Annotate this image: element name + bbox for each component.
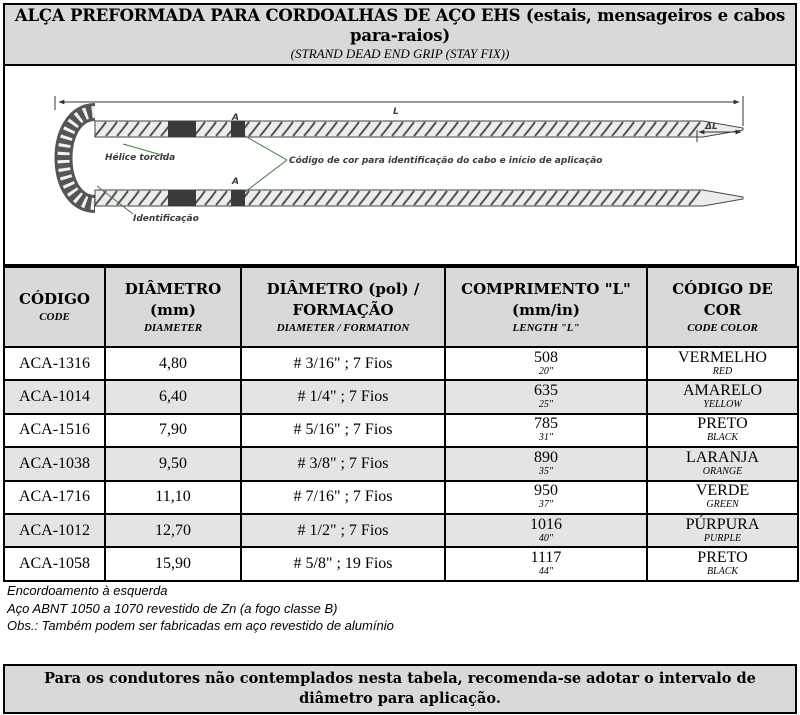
cell-length xyxy=(445,514,647,547)
note-steel: Aço ABNT 1050 a 1070 revestido de Zn (a fogo classe B) xyxy=(7,600,338,616)
color-pt: VERDE xyxy=(695,482,750,500)
cell-formation: # 3/8" ; 7 Fios xyxy=(241,447,445,480)
color-pt: PÚRPURA xyxy=(685,515,760,533)
cell-length xyxy=(445,481,647,514)
cell-formation: # 5/8" ; 19 Fios xyxy=(241,547,445,580)
color-marker-bottom-1 xyxy=(168,190,196,206)
length-in: 37" xyxy=(538,499,554,511)
cell-code: ACA-1058 xyxy=(4,547,105,580)
cell-length xyxy=(445,380,647,413)
length-mm: 635 xyxy=(534,382,558,400)
length-mm: 508 xyxy=(534,348,558,366)
color-marker-top-2 xyxy=(231,121,245,137)
header-diameter-formation: DIÂMETRO (pol) / FORMAÇÃO DIAMETER / FORMATION xyxy=(241,267,445,347)
cell-color xyxy=(647,380,798,413)
color-marker-top-1 xyxy=(168,121,196,137)
length-in: 35" xyxy=(538,465,554,477)
color-en: RED xyxy=(712,365,733,377)
cell-color xyxy=(647,514,798,547)
color-pt: PRETO xyxy=(697,549,748,567)
color-en: PURPLE xyxy=(703,532,742,544)
color-pt: LARANJA xyxy=(686,448,759,466)
cell-formation: # 5/16" ; 7 Fios xyxy=(241,414,445,447)
table-row xyxy=(4,447,798,480)
cell-diameter-mm: 6,40 xyxy=(105,380,241,413)
cell-formation: # 3/16" ; 7 Fios xyxy=(241,347,445,380)
footer-text: Para os condutores não contemplados nesta tabela, recomenda-se adotar o intervalo de diâmetro para aplicação. xyxy=(44,670,756,707)
cell-code: ACA-1516 xyxy=(4,414,105,447)
cell-length xyxy=(445,414,647,447)
specification-table xyxy=(3,266,799,582)
document-subtitle: (STRAND DEAD END GRIP (STAY FIX)) xyxy=(290,46,510,61)
color-pt: PRETO xyxy=(697,415,748,433)
cell-color xyxy=(647,414,798,447)
helix-label: Hélice torcida xyxy=(105,153,176,163)
dead-end-grip-drawing xyxy=(5,66,795,264)
table-row xyxy=(4,547,798,580)
cell-formation: # 7/16" ; 7 Fios xyxy=(241,481,445,514)
cell-code: ACA-1716 xyxy=(4,481,105,514)
cell-color xyxy=(647,481,798,514)
table-row xyxy=(4,347,798,380)
color-en: BLACK xyxy=(706,566,739,578)
cell-color xyxy=(647,547,798,580)
color-en: ORANGE xyxy=(702,465,743,477)
length-in: 20" xyxy=(538,365,554,377)
length-mm: 890 xyxy=(534,448,558,466)
color-en: YELLOW xyxy=(703,399,742,411)
marker-a-bottom-label: A xyxy=(232,177,239,187)
document-title: ALÇA PREFORMADA PARA CORDOALHAS DE AÇO EHS (estais, mensageiros e cabos para-raios) xyxy=(14,6,786,45)
length-in: 25" xyxy=(538,399,554,411)
cell-length xyxy=(445,447,647,480)
marker-a-top-label: A xyxy=(232,113,239,123)
length-in: 44" xyxy=(538,566,554,578)
cell-diameter-mm: 15,90 xyxy=(105,547,241,580)
table-row xyxy=(4,414,798,447)
color-en: GREEN xyxy=(706,499,739,511)
header-color-code: CÓDIGO DE COR CODE COLOR xyxy=(647,267,798,347)
cell-diameter-mm: 12,70 xyxy=(105,514,241,547)
length-mm: 1117 xyxy=(530,549,562,567)
cell-diameter-mm: 11,10 xyxy=(105,481,241,514)
color-marker-bottom-2 xyxy=(231,190,245,206)
header-length: COMPRIMENTO "L" (mm/in) LENGTH "L" xyxy=(445,267,647,347)
length-mm: 950 xyxy=(534,482,558,500)
cell-code: ACA-1316 xyxy=(4,347,105,380)
color-pt: VERMELHO xyxy=(678,348,767,366)
document-header xyxy=(3,3,797,66)
cell-length xyxy=(445,347,647,380)
cell-diameter-mm: 7,90 xyxy=(105,414,241,447)
cell-code: ACA-1038 xyxy=(4,447,105,480)
header-diameter-mm: DIÂMETRO (mm) DIAMETER xyxy=(105,267,241,347)
header-code: CÓDIGO CODE xyxy=(4,267,105,347)
color-en: BLACK xyxy=(706,432,739,444)
footer-recommendation xyxy=(3,664,797,714)
cell-code: ACA-1012 xyxy=(4,514,105,547)
note-observation: Obs.: Também podem ser fabricadas em aço revestido de alumínio xyxy=(7,618,394,633)
table-row xyxy=(4,481,798,514)
table-header-row xyxy=(4,267,798,347)
cell-diameter-mm: 9,50 xyxy=(105,447,241,480)
length-in: 40" xyxy=(538,532,554,544)
length-mm: 1016 xyxy=(530,515,562,533)
product-diagram xyxy=(3,66,797,266)
table-row xyxy=(4,380,798,413)
cell-length xyxy=(445,547,647,580)
length-mm: 785 xyxy=(534,415,558,433)
color-code-label: Código de cor para identificação do cabo e início de aplicação xyxy=(289,156,603,166)
dimension-delta-label: ΔL xyxy=(705,122,718,132)
identification-label: Identificação xyxy=(133,214,199,224)
note-stranding: Encordoamento à esquerda xyxy=(7,583,168,598)
cell-diameter-mm: 4,80 xyxy=(105,347,241,380)
color-pt: AMARELO xyxy=(682,382,763,400)
dimension-length-label: L xyxy=(393,107,399,117)
cell-color xyxy=(647,447,798,480)
table-row xyxy=(4,514,798,547)
cell-code: ACA-1014 xyxy=(4,380,105,413)
cell-formation: # 1/2" ; 7 Fios xyxy=(241,514,445,547)
cell-formation: # 1/4" ; 7 Fios xyxy=(241,380,445,413)
grip-loop xyxy=(64,112,96,204)
cell-color xyxy=(647,347,798,380)
notes-section xyxy=(7,582,394,635)
length-in: 31" xyxy=(538,432,554,444)
